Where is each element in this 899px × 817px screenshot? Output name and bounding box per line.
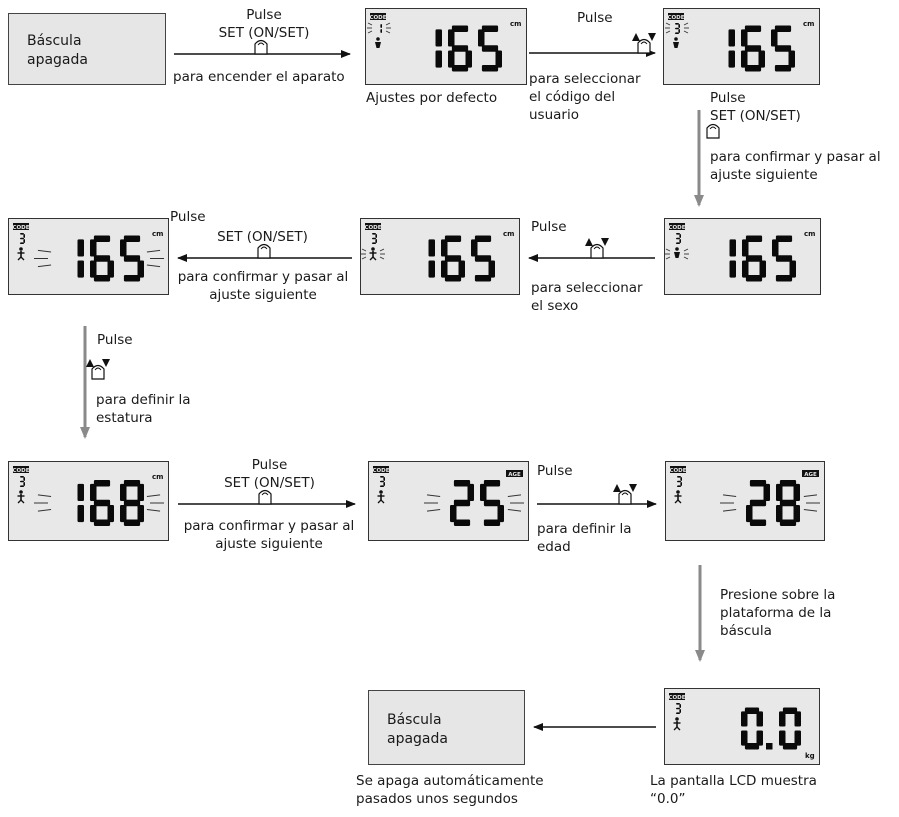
svg-text:cm: cm bbox=[510, 20, 522, 28]
step3-instruction bbox=[710, 89, 801, 125]
person-icon bbox=[370, 247, 377, 260]
person-icon bbox=[674, 717, 681, 730]
female-icon bbox=[375, 37, 381, 48]
up-down-button-finger-icon bbox=[632, 33, 656, 53]
pulse-label: Pulse bbox=[710, 90, 746, 106]
step6-desc: para definir la estatura bbox=[96, 392, 191, 426]
svg-text:cm: cm bbox=[804, 230, 816, 238]
step9-desc: Presione sobre la plataforma de la báscula bbox=[720, 587, 836, 639]
svg-text:CODE: CODE bbox=[668, 695, 686, 701]
person-icon bbox=[18, 247, 25, 260]
up-down-button-finger-icon bbox=[613, 484, 637, 504]
svg-text:cm: cm bbox=[803, 20, 815, 28]
lcd-number bbox=[429, 236, 496, 282]
set-button-finger-icon bbox=[255, 41, 267, 55]
lcd-age-set bbox=[665, 461, 825, 541]
step4-desc: para seleccionar el sexo bbox=[531, 280, 643, 314]
lcd-height-blink bbox=[8, 218, 169, 295]
step8-desc: para definir la edad bbox=[537, 521, 632, 555]
lcd-number bbox=[436, 26, 503, 72]
pulse-label: Pulse bbox=[251, 457, 288, 473]
lcd-number bbox=[746, 480, 800, 526]
set-button-finger-icon bbox=[258, 245, 270, 259]
step2-pulse: Pulse bbox=[577, 10, 613, 26]
female-icon bbox=[674, 247, 680, 258]
step1-instruction bbox=[174, 6, 354, 42]
lcd-age-blink bbox=[368, 461, 529, 541]
lcd-sex-confirmed bbox=[360, 218, 520, 295]
scale-off-box-top bbox=[8, 13, 166, 85]
lcd-shows-caption: La pantalla LCD muestra “0.0” bbox=[650, 773, 817, 807]
step5-desc: para confirmar y pasar al ajuste siguiente bbox=[177, 269, 349, 303]
scale-off-line1: Báscula bbox=[387, 712, 442, 728]
set-button-label: SET (ON/SET) bbox=[710, 108, 801, 124]
set-button-label: SET (ON/SET) bbox=[224, 475, 315, 491]
svg-text:AGE: AGE bbox=[804, 472, 817, 478]
lcd-number bbox=[730, 236, 797, 282]
lcd-number bbox=[741, 708, 801, 750]
svg-text:kg: kg bbox=[805, 752, 815, 760]
step6-pulse: Pulse bbox=[97, 332, 133, 348]
svg-text:CODE: CODE bbox=[12, 225, 30, 231]
svg-text:CODE: CODE bbox=[364, 225, 382, 231]
up-down-button-finger-icon bbox=[86, 359, 110, 379]
auto-off-caption: Se apaga automáticamente pasados unos segundos bbox=[356, 773, 544, 807]
step3-desc: para confirmar y pasar al ajuste siguiente bbox=[710, 149, 881, 183]
lcd-default-settings bbox=[365, 8, 527, 85]
pulse-label: Pulse bbox=[246, 7, 282, 23]
lcd-number bbox=[729, 26, 796, 72]
step4-pulse: Pulse bbox=[531, 219, 567, 235]
lcd-number bbox=[78, 480, 145, 526]
svg-text:cm: cm bbox=[152, 230, 164, 238]
svg-text:CODE: CODE bbox=[667, 15, 685, 21]
lcd-sex-select bbox=[664, 218, 821, 295]
svg-text:CODE: CODE bbox=[669, 468, 687, 474]
person-icon bbox=[378, 490, 385, 503]
person-icon bbox=[675, 490, 682, 503]
scale-off-line2: apagada bbox=[27, 52, 88, 68]
scale-off-line2: apagada bbox=[387, 731, 448, 747]
step5-pulse: Pulse bbox=[170, 209, 206, 225]
person-icon bbox=[18, 490, 25, 503]
step5-set: SET (ON/SET) bbox=[217, 229, 308, 245]
lcd-number bbox=[78, 236, 145, 282]
step2-desc: para seleccionar el código del usuario bbox=[529, 71, 641, 123]
set-button-finger-icon bbox=[259, 491, 271, 505]
step8-pulse: Pulse bbox=[537, 463, 573, 479]
lcd-weight-zero bbox=[664, 688, 820, 765]
svg-text:CODE: CODE bbox=[668, 225, 686, 231]
svg-text:CODE: CODE bbox=[12, 468, 30, 474]
scale-off-line1: Báscula bbox=[27, 33, 82, 49]
step7-desc: para confirmar y pasar al ajuste siguiente bbox=[183, 518, 355, 552]
svg-text:CODE: CODE bbox=[369, 15, 387, 21]
svg-text:CODE: CODE bbox=[372, 468, 390, 474]
step1-desc: para encender el aparato bbox=[173, 69, 345, 85]
lcd-height-set bbox=[8, 461, 169, 541]
lcd-user-code bbox=[663, 8, 820, 85]
step7-instruction bbox=[178, 456, 361, 492]
svg-text:AGE: AGE bbox=[508, 472, 521, 478]
default-settings-caption: Ajustes por defecto bbox=[366, 90, 498, 106]
svg-text:cm: cm bbox=[152, 473, 164, 481]
set-button-finger-icon bbox=[707, 125, 719, 139]
lcd-number bbox=[450, 480, 504, 526]
female-icon bbox=[673, 37, 679, 48]
up-down-button-finger-icon bbox=[585, 238, 609, 258]
svg-text:cm: cm bbox=[503, 230, 515, 238]
set-button-label: SET (ON/SET) bbox=[218, 25, 310, 41]
scale-off-box-bottom bbox=[368, 690, 525, 765]
